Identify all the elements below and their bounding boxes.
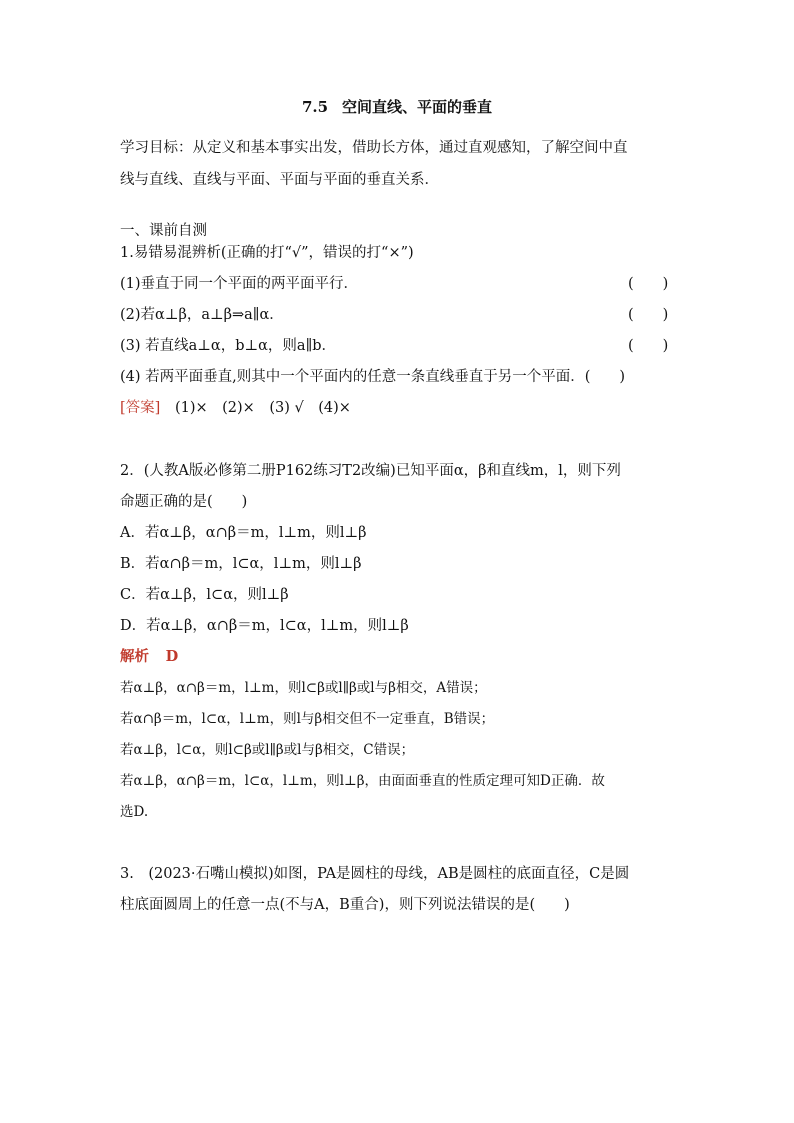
q1-item-2: (2)若α⊥β，a⊥β⇒a∥α． (120, 307, 284, 323)
analysis-answer: D (165, 648, 179, 665)
analysis-line-1: 若α⊥β，α∩β＝m，l⊥m，则l⊂β或l∥β或l与β相交，A错误； (120, 680, 487, 696)
analysis-label: 解析 (120, 648, 149, 665)
q1-blank-2: ( ) (628, 307, 669, 323)
section-title: 空间直线、平面的垂直 (342, 98, 493, 116)
analysis-line-4: 若α⊥β，α∩β＝m，l⊂α，l⊥m，则l⊥β，由面面垂直的性质定理可知D正确．故 (120, 773, 605, 789)
q3-line-2: 柱底面圆周上的任意一点(不与A，B重合)，则下列说法错误的是( ) (120, 897, 570, 913)
q1-item-4: (4) 若两平面垂直,则其中一个平面内的任意一条直线垂直于另一个平面．( ) (120, 369, 626, 385)
section-number: 7.5 (301, 98, 329, 116)
q1-stem: 1.易错易混辨析(正确的打“√”，错误的打“×”) (120, 245, 414, 261)
q2-option-d: D．若α⊥β，α∩β＝m，l⊂α，l⊥m，则l⊥β (120, 618, 409, 634)
q2-option-b: B．若α∩β＝m，l⊂α，l⊥m，则l⊥β (120, 556, 362, 572)
analysis-line-3: 若α⊥β，l⊂α，则l⊂β或l∥β或l与β相交，C错误； (120, 742, 415, 758)
q2-stem-line-2: 命题正确的是( ) (120, 494, 248, 510)
objective-line-1: 学习目标：从定义和基本事实出发，借助长方体，通过直观感知，了解空间中直 (120, 140, 628, 156)
q2-option-a: A．若α⊥β，α∩β＝m，l⊥m，则l⊥β (120, 525, 367, 541)
answer-label: [答案] (120, 400, 161, 416)
q1-blank-1: ( ) (628, 276, 669, 292)
section-heading: 一、课前自测 (120, 223, 207, 239)
page-title (0, 96, 794, 117)
q1-answer (120, 398, 351, 418)
answer-text: (1)× (2)× (3) √ (4)× (174, 400, 351, 416)
q3-line-1: 3. (2023·石嘴山模拟)如图，PA是圆柱的母线，AB是圆柱的底面直径，C是圆 (120, 866, 630, 882)
q2-analysis-header (120, 647, 178, 667)
q2-option-c: C．若α⊥β，l⊂α，则l⊥β (120, 587, 289, 603)
objective-line-2: 线与直线、直线与平面、平面与平面的垂直关系． (120, 172, 439, 188)
analysis-line-5: 选D. (120, 804, 149, 820)
q2-stem-line-1: 2．(人教A版必修第二册P162练习T2改编)已知平面α，β和直线m，l，则下列 (120, 463, 621, 479)
q1-blank-3: ( ) (628, 338, 669, 354)
q1-item-3: (3) 若直线a⊥α，b⊥α，则a∥b． (120, 338, 337, 354)
analysis-line-2: 若α∩β＝m，l⊂α，l⊥m，则l与β相交但不一定垂直，B错误； (120, 711, 495, 727)
q1-item-1: (1)垂直于同一个平面的两平面平行． (120, 276, 359, 292)
